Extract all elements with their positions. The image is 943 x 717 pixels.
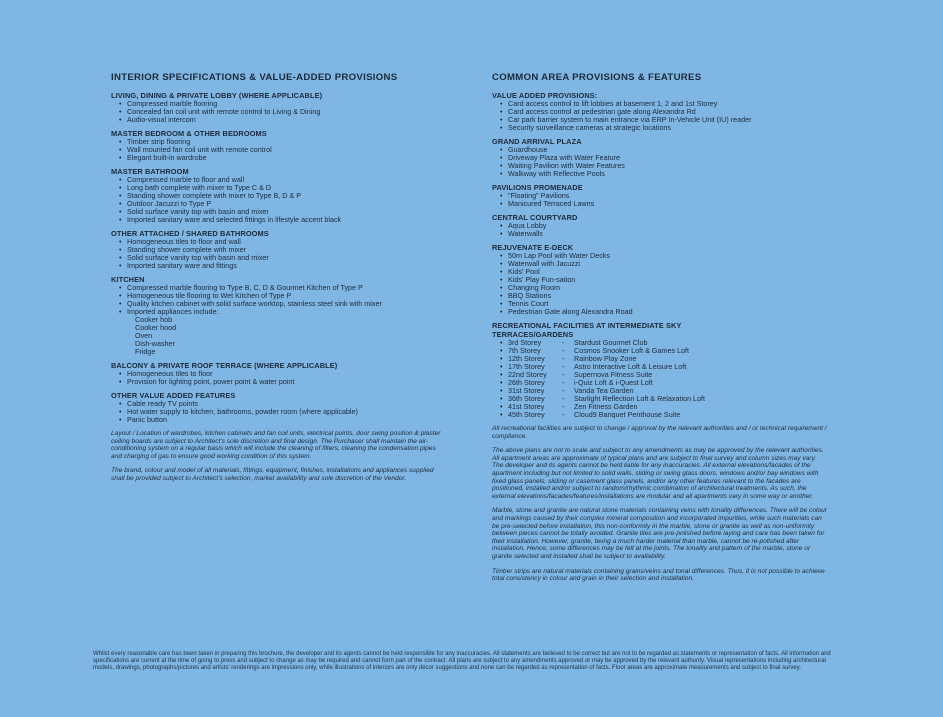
list-item: • Card access control to lift lobbies at basement 1, 2 and 1st Storey — [500, 100, 829, 108]
bullet: • — [500, 362, 503, 371]
section-list — [492, 100, 829, 132]
bullet: • — [500, 378, 503, 387]
list-item: • Manicured Terraced Lawns — [500, 200, 829, 208]
bullet: • — [500, 346, 503, 355]
facility-cell: Rainbow Play Zone — [574, 354, 637, 363]
list-item: • Driveway Plaza with Water Feature — [500, 154, 829, 162]
list-item: • Security surveillance cameras at strategic locations — [500, 124, 829, 132]
left-column — [111, 72, 446, 490]
dash: - — [562, 370, 565, 379]
section-heading: REJUVENATE E-DECK — [492, 243, 574, 252]
list-item: • BBQ Stations — [500, 292, 829, 300]
right-notes — [492, 425, 829, 583]
dash: - — [562, 338, 565, 347]
list-item: • Imported sanitary ware and selected fittings in lifestyle accent black — [119, 216, 446, 224]
section-heading: GRAND ARRIVAL PLAZA — [492, 137, 582, 146]
dash: - — [562, 402, 565, 411]
storey-cell: 31st Storey — [508, 386, 545, 395]
list-item: • Homogeneous tiles to floor and wall — [119, 238, 446, 246]
bullet: • — [500, 338, 503, 347]
list-item: • Waiting Pavilion with Water Features — [500, 162, 829, 170]
spec-section — [111, 129, 446, 162]
recreational-row — [500, 347, 837, 355]
list-item: • Compressed marble flooring — [119, 100, 446, 108]
storey-cell: 22nd Storey — [508, 370, 547, 379]
list-item: • Pedestrian Gate along Alexandra Road — [500, 308, 829, 316]
section-list — [111, 100, 446, 124]
note-paragraph: Timber strips are natural materials containing grains/veins and tonal differences. Thus, it is not possible to achieve total consistency in colour and grain in their selection and installation. — [492, 567, 825, 583]
spec-section — [111, 361, 446, 386]
recreational-table — [500, 339, 837, 419]
list-item: • Wall mounted fan coil unit with remote control — [119, 146, 446, 154]
facility-cell: Supernova Fitness Suite — [574, 370, 653, 379]
list-item: • Homogeneous tiles to floor — [119, 370, 446, 378]
spec-section — [492, 137, 829, 178]
left-sections — [111, 91, 446, 424]
list-item: • "Floating" Pavilions — [500, 192, 829, 200]
list-item: • Kids' Pool — [500, 268, 829, 276]
recreational-row — [500, 395, 837, 403]
list-item: • Solid surface vanity top with basin and mixer — [119, 254, 446, 262]
facility-cell: Vanda Tea Garden — [574, 386, 634, 395]
list-item: • Waterwalls — [500, 230, 829, 238]
sub-list-item: Oven — [135, 331, 153, 340]
facility-cell: i-Quiz Loft & i-Quest Loft — [574, 378, 653, 387]
sub-list-item: Dish-washer — [135, 339, 175, 348]
note-paragraph: Marble, stone and granite are natural stone materials containing veins with tonality differences. There will be colour and markings caused by their complex mineral composition and incorporated impurities, while such materials can be pre-selected before installation, this non-conformity in the marble, stone or granite as well as non-uniformity between pieces cannot be totally avoided. Granite tiles are pre-polished before laying and care has been taken for their installation. However, granite, being a much harder material than marble, cannot be re-polished after installation. Hence, some differences may be felt at the joints. The tonality and pattern of the marble, stone or granite selected and installed shall be subject to availability. — [492, 507, 827, 560]
section-heading: CENTRAL COURTYARD — [492, 213, 578, 222]
list-item: • Guardhouse — [500, 146, 829, 154]
section-heading: MASTER BATHROOM — [111, 167, 189, 176]
list-item: • Solid surface vanity top with basin and mixer — [119, 208, 446, 216]
list-item: • Compressed marble flooring to Type B, C, D & Gourmet Kitchen of Type P — [119, 284, 446, 292]
list-item: • Standing shower complete with mixer to Type B, D & P — [119, 192, 446, 200]
section-list — [111, 284, 446, 356]
storey-cell: 7th Storey — [508, 346, 541, 355]
recreational-row — [500, 379, 837, 387]
bullet: • — [500, 386, 503, 395]
list-item: • Concealed fan coil unit with remote control to Living & Dining — [119, 108, 446, 116]
storey-cell: 12th Storey — [508, 354, 545, 363]
section-list — [492, 146, 829, 178]
left-title: INTERIOR SPECIFICATIONS & VALUE-ADDED PROVISIONS — [111, 72, 398, 83]
facility-cell: Cosmos Snooker Loft & Games Loft — [574, 346, 690, 355]
list-item: • Card access control at pedestrian gate along Alexandra Rd — [500, 108, 829, 116]
list-item: • Timber strip flooring — [119, 138, 446, 146]
section-heading: LIVING, DINING & PRIVATE LOBBY (WHERE APPLICABLE) — [111, 91, 323, 100]
spec-section — [111, 391, 446, 424]
list-item: • Hot water supply to kitchen, bathrooms, powder room (where applicable) — [119, 408, 446, 416]
right-title: COMMON AREA PROVISIONS & FEATURES — [492, 72, 702, 83]
section-list — [111, 176, 446, 224]
list-item: • Changing Room — [500, 284, 829, 292]
list-item: • Car park barrier system to main entrance via ERP In-Vehicle Unit (IU) reader — [500, 116, 829, 124]
section-heading: MASTER BEDROOM & OTHER BEDROOMS — [111, 129, 267, 138]
facility-cell: Zen Fitness Garden — [574, 402, 638, 411]
storey-cell: 26th Storey — [508, 378, 545, 387]
section-heading: OTHER VALUE ADDED FEATURES — [111, 391, 236, 400]
facility-cell: Starlight Reflection Loft & Relaxation Loft — [574, 394, 706, 403]
list-item: • Imported appliances include: — [119, 308, 446, 316]
section-heading: VALUE ADDED PROVISIONS: — [492, 91, 598, 100]
spec-section — [492, 213, 829, 238]
disclaimer-footer: Whilst every reasonable care has been taken in preparing this brochure, the developer and its agents cannot be held responsible for any inaccuracies. All statements are believed to be correct but are not to be regarded as statements or representation of facts. All information and specifications are current at the time of going to press and subject to change as may be required and cannot form part of the contract. All plans are subject to any amendments approved or may be approved by the relevant authority. Visual representations including architectural models, drawings, photographs/pictures and artists' renderings are impressions only, while illustrations of interiors are only décor suggestions and none can be regarded as representation of facts. Floor areas are approximate measurements and subject to final survey. — [93, 651, 831, 671]
section-list — [111, 138, 446, 162]
list-item: • Compressed marble to floor and wall — [119, 176, 446, 184]
dash: - — [562, 386, 565, 395]
dash: - — [562, 394, 565, 403]
dash: - — [562, 362, 565, 371]
section-list — [492, 192, 829, 208]
section-list — [492, 222, 829, 238]
note-paragraph: Layout / Location of wardrobes, kitchen cabinets and fan coil units, electrical points, door swing position & plaster ceiling boards are subject to Architect's sole discretion and final design. The Purchaser shall maintain the air-conditioning system on a regular basis which will include the cleaning of filters, cleaning the condensation pipes and charging of gas to ensure good working condition of this system. — [111, 430, 441, 460]
spec-section — [492, 243, 829, 316]
bullet: • — [500, 402, 503, 411]
recreational-row — [500, 371, 837, 379]
list-item: • Imported sanitary ware and fittings — [119, 262, 446, 270]
dash: - — [562, 354, 565, 363]
note-paragraph: The above plans are not to scale and subject to any amendments as may be approved by the relevant authorities. All apartment areas are approximate of typical plans and are subject to final survey and column sizes may vary. The developer and its agents cannot be held liable for any inaccuracies. All external elevations/facades of the apartment including but not limited to solid walls, sliding or swing glass doors, windows and/or bay windows with fixed glass panels, sliding or casement glass panels, and/or any other features relevant to the facades are positioned, installed and/or subject to random/rhythmic combination of architectural treatments. As such, the external elevations/facades/features/installations are modular and all apartments vary in some way or another. — [492, 447, 824, 500]
bullet: • — [500, 410, 503, 419]
section-list — [111, 370, 446, 386]
recreational-heading: RECREATIONAL FACILITIES AT INTERMEDIATE SKY TERRACES/GARDENS — [492, 321, 682, 339]
section-list — [492, 252, 829, 316]
dash: - — [562, 410, 565, 419]
spec-section — [492, 183, 829, 208]
facility-cell: Astro Interactive Loft & Leisure Loft — [574, 362, 687, 371]
section-heading: OTHER ATTACHED / SHARED BATHROOMS — [111, 229, 269, 238]
spec-section — [111, 91, 446, 124]
list-item: • Elegant built-in wardrobe — [119, 154, 446, 162]
dash: - — [562, 378, 565, 387]
storey-cell: 17th Storey — [508, 362, 545, 371]
facility-cell: Stardust Gourmet Club — [574, 338, 648, 347]
section-heading: PAVILIONS PROMENADE — [492, 183, 583, 192]
note-paragraph: All recreational facilities are subject to change / approval by the relevant authorities and / or technical requirement / compliance. — [492, 425, 827, 440]
list-item: • Long bath complete with mixer to Type C & D — [119, 184, 446, 192]
bullet: • — [500, 354, 503, 363]
section-heading: BALCONY & PRIVATE ROOF TERRACE (WHERE APPLICABLE) — [111, 361, 338, 370]
section-list — [111, 238, 446, 270]
bullet: • — [500, 370, 503, 379]
storey-cell: 41st Storey — [508, 402, 545, 411]
storey-cell: 36th Storey — [508, 394, 545, 403]
list-item: • Provision for lighting point, power point & water point — [119, 378, 446, 386]
list-item: • Tennis Court — [500, 300, 829, 308]
sub-list-item: Cooker hood — [135, 323, 177, 332]
list-item: • Panic button — [119, 416, 446, 424]
sub-list-item: Fridge — [135, 347, 156, 356]
spec-section — [492, 91, 829, 132]
list-item: • Quality kitchen cabinet with solid surface worktop, stainless steel sink with mixer — [119, 300, 446, 308]
storey-cell: 3rd Storey — [508, 338, 542, 347]
list-item: • Audio-visual intercom — [119, 116, 446, 124]
spec-section — [111, 275, 446, 356]
spec-section — [111, 229, 446, 270]
list-item: • 50m Lap Pool with Water Decks — [500, 252, 829, 260]
right-sections — [492, 91, 829, 316]
list-item: • Kids' Play Fun-sation — [500, 276, 829, 284]
recreational-row — [500, 363, 837, 371]
list-item: • Cable ready TV points — [119, 400, 446, 408]
recreational-section — [492, 321, 829, 419]
sub-list-item: Cooker hob — [135, 315, 173, 324]
list-item: • Standing shower complete with mixer — [119, 246, 446, 254]
section-heading: KITCHEN — [111, 275, 145, 284]
list-item: • Waterwall with Jacuzzi — [500, 260, 829, 268]
note-paragraph: The brand, colour and model of all materials, fittings, equipment, finishes, installations and appliances supplied shall be provided subject to Architect's selection, market availability and sole discretion of the Vendor. — [111, 467, 434, 482]
section-list — [111, 400, 446, 424]
storey-cell: 45th Storey — [508, 410, 545, 419]
right-column — [492, 72, 829, 590]
dash: - — [562, 346, 565, 355]
list-item: • Aqua Lobby — [500, 222, 829, 230]
recreational-row — [500, 411, 837, 419]
list-item: • Outdoor Jacuzzi to Type P — [119, 200, 446, 208]
facility-cell: Cloud9 Banquet Penthouse Suite — [574, 410, 681, 419]
list-item: • Walkway with Reflective Pools — [500, 170, 829, 178]
left-notes — [111, 430, 446, 483]
spec-section — [111, 167, 446, 224]
list-item: • Homogeneous tile flooring to Wet Kitchen of Type P — [119, 292, 446, 300]
bullet: • — [500, 394, 503, 403]
